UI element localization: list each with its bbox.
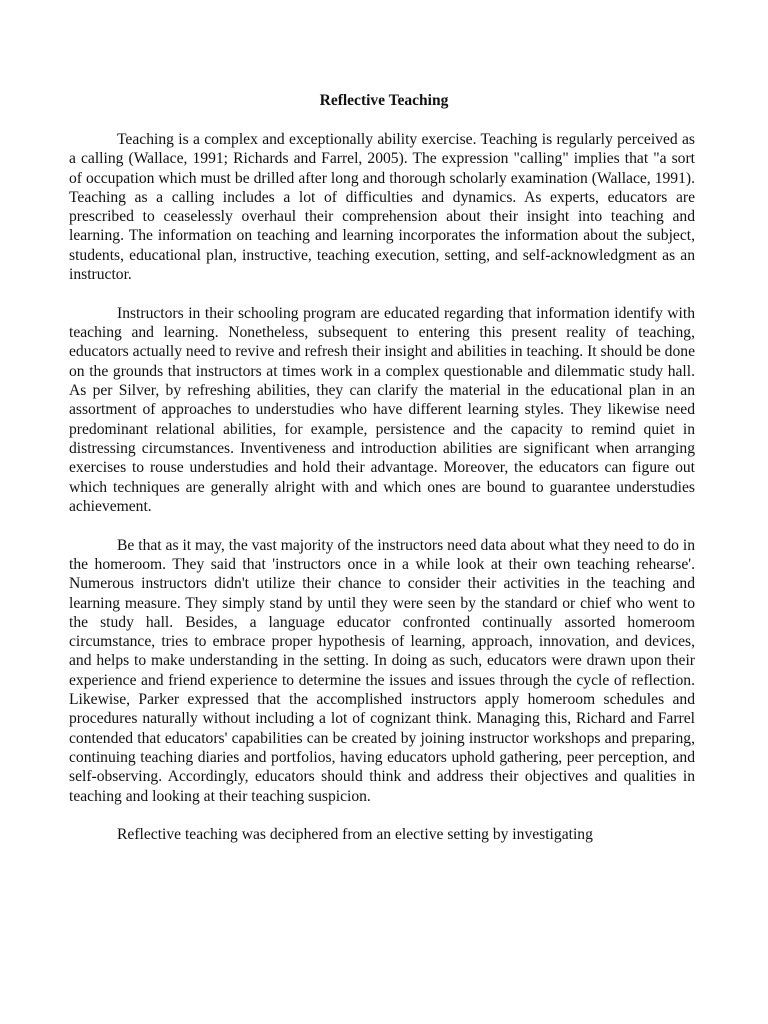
paragraph-2: Instructors in their schooling program are educated regarding that information identify with teaching and learning. Nonetheless, subsequent to entering this present reality of teaching, educators actually need to revive and refresh their insight and abilities in teaching. It should be done on the grounds that instructors at times work in a complex questionable and dilemmatic study hall. As per Silver, by refreshing abilities, they can clarify the material in the educational plan in an assortment of approaches to understudies who have different learning styles. They likewise need predominant relational abilities, for example, persistence and the capacity to remind quiet in distressing circumstances. Inventiveness and introduction abilities are significant when arranging exercises to rouse understudies and hold their advantage. Moreover, the educators can figure out which techniques are generally alright with and which ones are bound to guarantee understudies achievement.: [69, 304, 695, 515]
paragraph-3: Be that as it may, the vast majority of the instructors need data about what they need to do in the homeroom. They said that 'instructors once in a while look at their own teaching rehearse'. Numerous instructors didn't utilize their chance to consider their activities in the teaching and learning measure. They simply stand by until they were seen by the standard or chief who went to the study hall. Besides, a language educator confronted continually assorted homeroom circumstance, tries to embrace proper hypothesis of learning, approach, innovation, and devices, and helps to make understanding in the setting. In doing as such, educators were drawn upon their experience and friend experience to determine the issues and issues through the cycle of reflection. Likewise, Parker expressed that the accomplished instructors apply homeroom schedules and procedures naturally without including a lot of cognizant think. Managing this, Richard and Farrel contended that educators' capabilities can be created by joining instructor workshops and preparing, continuing teaching diaries and portfolios, having educators uphold gathering, peer perception, and self-observing. Accordingly, educators should think and address their objectives and qualities in teaching and looking at their teaching suspicion.: [69, 536, 695, 805]
document-title: Reflective Teaching: [319, 92, 449, 109]
paragraph-4: Reflective teaching was deciphered from an elective setting by investigating: [117, 826, 593, 844]
paragraph-1: Teaching is a complex and exceptionally ability exercise. Teaching is regularly perceived as a calling (Wallace, 1991; Richards and Farrel, 2005). The expression "calling" implies that "a sort of occupation which must be drilled after long and thorough scholarly examination (Wallace, 1991). Teaching as a calling includes a lot of difficulties and dynamics. As experts, educators are prescribed to ceaselessly overhaul their comprehension about their insight into teaching and learning. The information on teaching and learning incorporates the information about the subject, students, educational plan, instructive, teaching execution, setting, and self-acknowledgment as an instructor.: [69, 131, 695, 284]
document-body: [69, 130, 695, 864]
